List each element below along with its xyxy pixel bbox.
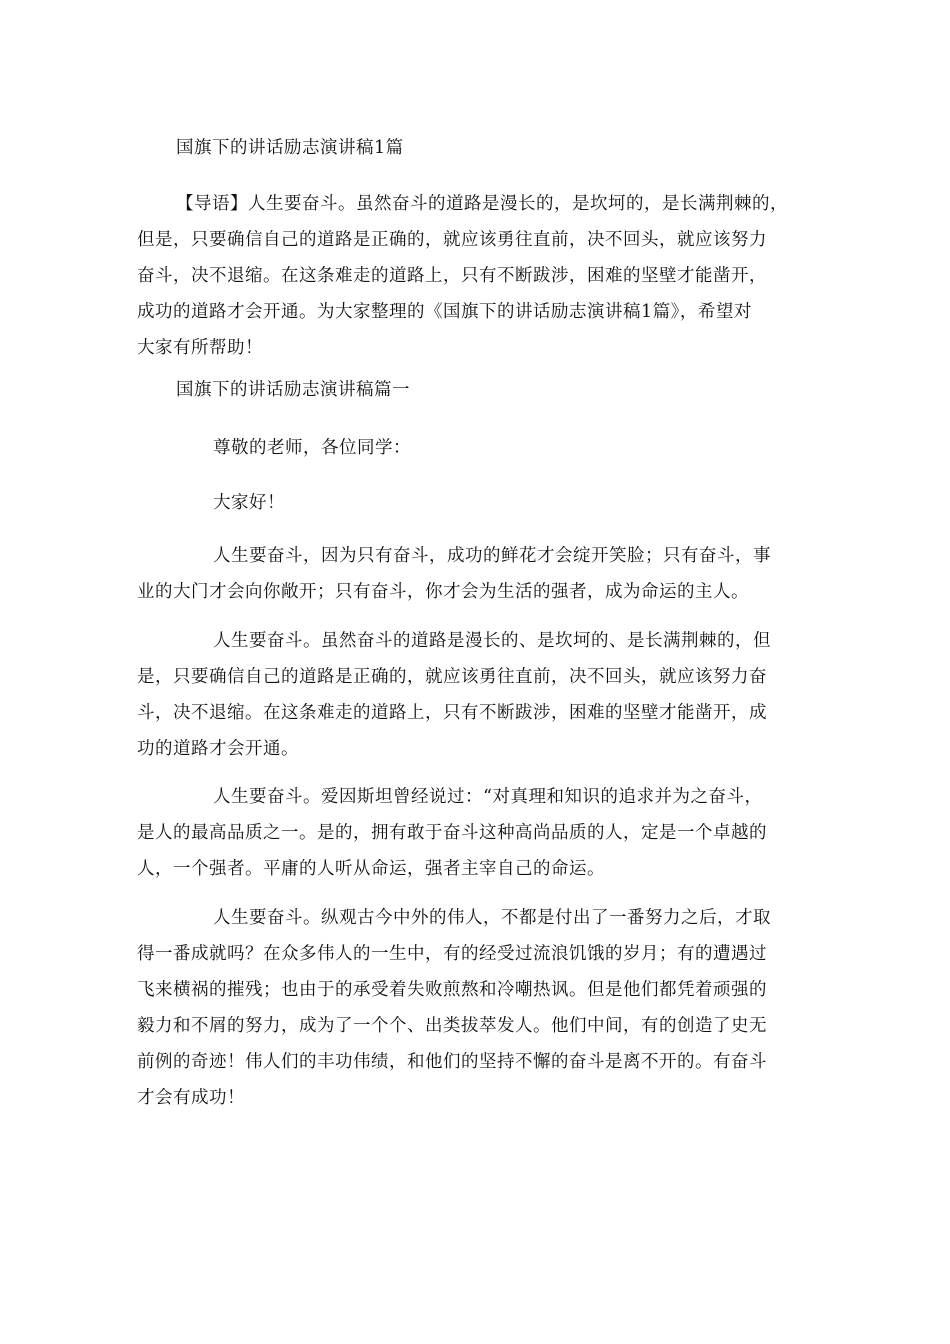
paragraph-line: 业的大门才会向你敞开；只有奋斗，你才会为生活的强者，成为命运的主人。 (137, 582, 749, 602)
paragraph-4 (137, 900, 817, 1116)
paragraph-1 (137, 538, 817, 610)
paragraph-line: 人生要奋斗。纵观古今中外的伟人，不都是付出了一番努力之后，才取 (213, 908, 771, 928)
paragraph-line: 人生要奋斗。虽然奋斗的道路是漫长的、是坎坷的、是长满荆棘的，但 (213, 631, 771, 651)
paragraph-line: 人生要奋斗，因为只有奋斗，成功的鲜花才会绽开笑脸；只有奋斗，事 (213, 546, 771, 566)
paragraph-line: 是人的最高品质之一。是的，拥有敢于奋斗这种高尚品质的人，定是一个卓越的 (137, 823, 767, 843)
paragraph-line: 人生要奋斗。爱因斯坦曾经说过：“对真理和知识的追求并为之奋斗， (213, 787, 763, 807)
intro-paragraph (137, 186, 817, 366)
document-title: 国旗下的讲话励志演讲稿1篇 (176, 138, 404, 158)
intro-line: 但是，只要确信自己的道路是正确的，就应该勇往直前，决不回头，就应该努力 (137, 230, 767, 250)
intro-line: 奋斗，决不退缩。在这条难走的道路上，只有不断跋涉，困难的坚壁才能凿开， (137, 266, 767, 286)
paragraph-line: 得一番成就吗？在众多伟人的一生中，有的经受过流浪饥饿的岁月；有的遭遇过 (137, 944, 767, 964)
paragraph-line: 斗，决不退缩。在这条难走的道路上，只有不断跋涉，困难的坚壁才能凿开，成 (137, 703, 767, 723)
paragraph-3 (137, 779, 817, 887)
paragraph-line: 是，只要确信自己的道路是正确的，就应该勇往直前，决不回头，就应该努力奋 (137, 667, 767, 687)
paragraph-line: 飞来横祸的摧残；也由于的承受着失败煎熬和冷嘲热讽。但是他们都凭着顽强的 (137, 980, 767, 1000)
paragraph-line: 才会有成功！ (137, 1088, 245, 1108)
greeting: 大家好！ (213, 493, 285, 513)
intro-line: 大家有所帮助！ (137, 338, 263, 358)
paragraph-2 (137, 623, 817, 767)
salutation: 尊敬的老师，各位同学： (213, 438, 411, 458)
paragraph-line: 人，一个强者。平庸的人听从命运，强者主宰自己的命运。 (137, 859, 605, 879)
intro-line: 【导语】人生要奋斗。虽然奋斗的道路是漫长的，是坎坷的，是长满荆棘的， (176, 194, 788, 214)
paragraph-line: 前例的奇迹！伟人们的丰功伟绩，和他们的坚持不懈的奋斗是离不开的。有奋斗 (137, 1052, 767, 1072)
paragraph-line: 功的道路才会开通。 (137, 739, 299, 759)
section-title: 国旗下的讲话励志演讲稿篇一 (176, 380, 410, 400)
intro-line: 成功的道路才会开通。为大家整理的《国旗下的讲话励志演讲稿1篇》，希望对 (137, 302, 752, 322)
paragraph-line: 毅力和不屑的努力，成为了一个个、出类拔萃发人。他们中间，有的创造了史无 (137, 1016, 767, 1036)
